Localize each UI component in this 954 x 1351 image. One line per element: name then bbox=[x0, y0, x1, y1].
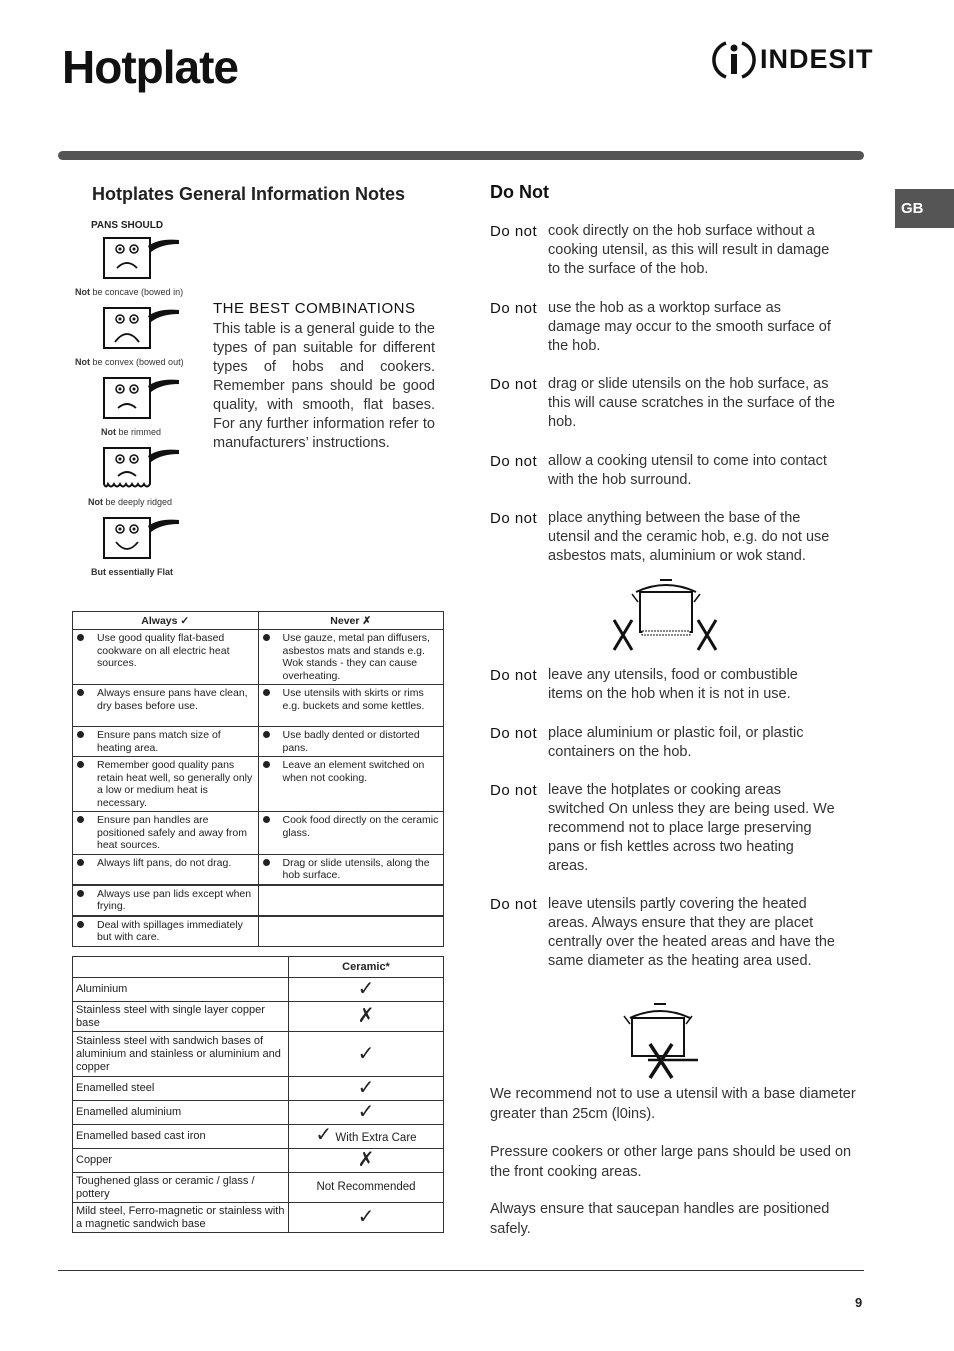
do-not-item: Do not use the hob as a worktop surface as damage may occur to the smooth surface of the hob. bbox=[490, 300, 831, 354]
table-row bbox=[73, 812, 444, 855]
do-not-item: Do not drag or slide utensils on the hob surface, as this will cause scratches in the surface of the hob. bbox=[490, 376, 835, 430]
never-cell: Use gauze, metal pan diffusers, asbestos mats and stands e.g. Wok stands - they can cause overheating. bbox=[258, 630, 444, 685]
bullet-icon bbox=[77, 890, 84, 897]
bullet-icon bbox=[77, 921, 84, 928]
table-row bbox=[73, 1125, 444, 1149]
bullet-icon bbox=[77, 816, 84, 823]
material-cell: Mild steel, Ferro-magnetic or stainless with a magnetic sandwich base bbox=[73, 1203, 289, 1233]
pan-caption-concave: Not be concave (bowed in) bbox=[75, 287, 184, 297]
always-cell: Use good quality flat-based cookware on all electric heat sources. bbox=[73, 630, 259, 685]
table-row bbox=[73, 1149, 444, 1173]
always-header: Always ✓ bbox=[73, 612, 259, 630]
table-header-row bbox=[73, 612, 444, 630]
flat-pan-icon bbox=[103, 516, 183, 560]
suitability-cell: ✓ bbox=[289, 1032, 444, 1077]
table-row bbox=[73, 978, 444, 1002]
always-cell: Always lift pans, do not drag. bbox=[73, 854, 259, 885]
never-cell: Cook food directly on the ceramic glass. bbox=[258, 812, 444, 855]
bullet-icon bbox=[263, 761, 270, 768]
rimmed-pan-icon bbox=[103, 376, 183, 420]
always-never-table bbox=[72, 611, 444, 947]
convex-pan-icon bbox=[103, 306, 183, 350]
table-row bbox=[73, 854, 444, 885]
always-cell: Always use pan lids except when frying. bbox=[73, 885, 259, 916]
always-cell: Always ensure pans have clean, dry bases before use. bbox=[73, 685, 259, 727]
never-cell bbox=[258, 916, 444, 947]
suitability-cell: ✓ bbox=[289, 1203, 444, 1233]
never-cell: Drag or slide utensils, along the hob surface. bbox=[258, 854, 444, 885]
bullet-icon bbox=[77, 731, 84, 738]
suitability-cell: ✓ With Extra Care bbox=[289, 1125, 444, 1149]
material-cell: Enamelled steel bbox=[73, 1077, 289, 1101]
do-not-item: Do not allow a cooking utensil to come into contact with the hob surround. bbox=[490, 453, 827, 488]
do-not-item: Do not place aluminium or plastic foil, or plastic containers on the hob. bbox=[490, 725, 804, 760]
concave-pan-icon bbox=[103, 236, 183, 280]
closing-paragraph: Pressure cookers or other large pans should be used on the front cooking areas. bbox=[490, 1144, 852, 1180]
brand-name: INDESIT bbox=[760, 44, 874, 74]
page-title: Hotplate bbox=[62, 41, 238, 93]
section-title: Hotplates General Information Notes bbox=[92, 184, 406, 204]
never-cell: Use utensils with skirts or rims e.g. buckets and some kettles. bbox=[258, 685, 444, 727]
footer-divider bbox=[58, 1270, 864, 1271]
language-tab: GB bbox=[895, 189, 954, 228]
bullet-icon bbox=[77, 689, 84, 696]
page-number: 9 bbox=[855, 1295, 863, 1310]
bullet-icon bbox=[263, 859, 270, 866]
never-header: Never ✗ bbox=[258, 612, 444, 630]
table-row bbox=[73, 1032, 444, 1077]
pan-caption-rimmed: Not be rimmed bbox=[101, 427, 162, 437]
pan-on-stand-crossed-icon bbox=[608, 576, 724, 656]
always-cell: Ensure pans match size of heating area. bbox=[73, 727, 259, 757]
suitability-cell: ✗ bbox=[289, 1002, 444, 1032]
do-not-item: Do not leave the hotplates or cooking areas switched On unless they are being used. We recommend not to place large preserving pans or fish kettles across two heating areas. bbox=[490, 782, 835, 874]
ceramic-header: Ceramic* bbox=[289, 957, 444, 978]
table-row bbox=[73, 757, 444, 812]
table-row bbox=[73, 885, 444, 916]
bullet-icon bbox=[263, 816, 270, 823]
material-cell: Enamelled aluminium bbox=[73, 1101, 289, 1125]
suitability-cell: Not Recommended bbox=[289, 1173, 444, 1203]
pan-caption-ridged: Not be deeply ridged bbox=[88, 497, 173, 507]
bullet-icon bbox=[263, 731, 270, 738]
off-center-pan-crossed-icon bbox=[620, 1000, 706, 1084]
suitability-cell: ✓ bbox=[289, 978, 444, 1002]
closing-paragraph: Always ensure that saucepan handles are positioned safely. bbox=[490, 1201, 830, 1237]
material-cell: Stainless steel with sandwich bases of aluminium and stainless or aluminium and copper bbox=[73, 1032, 289, 1077]
bullet-icon bbox=[77, 761, 84, 768]
table-row bbox=[73, 916, 444, 947]
suitability-cell: ✓ bbox=[289, 1101, 444, 1125]
materials-table bbox=[72, 956, 444, 1233]
material-cell: Toughened glass or ceramic / glass / pottery bbox=[73, 1173, 289, 1203]
material-cell: Enamelled based cast iron bbox=[73, 1125, 289, 1149]
do-not-item: Do not leave any utensils, food or combustible items on the hob when it is not in use. bbox=[490, 667, 798, 702]
always-cell: Ensure pan handles are positioned safely and away from heat sources. bbox=[73, 812, 259, 855]
table-row bbox=[73, 727, 444, 757]
suitability-cell: ✗ bbox=[289, 1149, 444, 1173]
bullet-icon bbox=[263, 689, 270, 696]
material-cell: Aluminium bbox=[73, 978, 289, 1002]
material-cell: Stainless steel with single layer copper base bbox=[73, 1002, 289, 1032]
bullet-icon bbox=[77, 859, 84, 866]
combinations-heading: THE BEST COMBINATIONS bbox=[213, 300, 416, 317]
do-not-item: Do not place anything between the base of the utensil and the ceramic hob, e.g. do not use asbestos mats, aluminium or wok stand. bbox=[490, 510, 830, 564]
always-cell: Remember good quality pans retain heat well, so generally only a low or medium heat is necessary. bbox=[73, 757, 259, 812]
table-row bbox=[73, 1203, 444, 1233]
table-row bbox=[73, 685, 444, 727]
do-not-item: Do not cook directly on the hob surface without a cooking utensil, as this will result in damage to the surface of the hob. bbox=[490, 223, 830, 277]
material-header bbox=[73, 957, 289, 978]
bullet-icon bbox=[263, 634, 270, 641]
table-row bbox=[73, 1077, 444, 1101]
table-row bbox=[73, 1002, 444, 1032]
bullet-icon bbox=[77, 634, 84, 641]
header-divider bbox=[58, 151, 864, 160]
table-row bbox=[73, 1173, 444, 1203]
pans-heading: PANS SHOULD bbox=[91, 220, 164, 231]
material-cell: Copper bbox=[73, 1149, 289, 1173]
pan-caption-convex: Not be convex (bowed out) bbox=[75, 357, 184, 367]
closing-paragraph: We recommend not to use a utensil with a base diameter greater than 25cm (l0ins). bbox=[490, 1086, 856, 1122]
table-header-row bbox=[73, 957, 444, 978]
ridged-pan-icon bbox=[103, 446, 183, 490]
indesit-logo-icon bbox=[712, 38, 756, 82]
always-cell: Deal with spillages immediately but with care. bbox=[73, 916, 259, 947]
suitability-cell: ✓ bbox=[289, 1077, 444, 1101]
never-cell bbox=[258, 885, 444, 916]
never-cell: Use badly dented or distorted pans. bbox=[258, 727, 444, 757]
table-row bbox=[73, 630, 444, 685]
do-not-title: Do Not bbox=[490, 182, 549, 202]
never-cell: Leave an element switched on when not cooking. bbox=[258, 757, 444, 812]
combinations-body: This table is a general guide to the types of pan suitable for different types of hobs and cookers. Remember pans should be good quality, with smooth, flat bases. For any further information refer to manufacturers’ instructions. bbox=[213, 321, 435, 451]
do-not-item: Do not leave utensils partly covering the heated areas. Always ensure that they are placet centrally over the heated areas and have the same diameter as the heating area used. bbox=[490, 896, 835, 969]
table-row bbox=[73, 1101, 444, 1125]
pan-caption-flat: But essentially Flat bbox=[91, 567, 174, 577]
brand-logo bbox=[712, 38, 874, 82]
